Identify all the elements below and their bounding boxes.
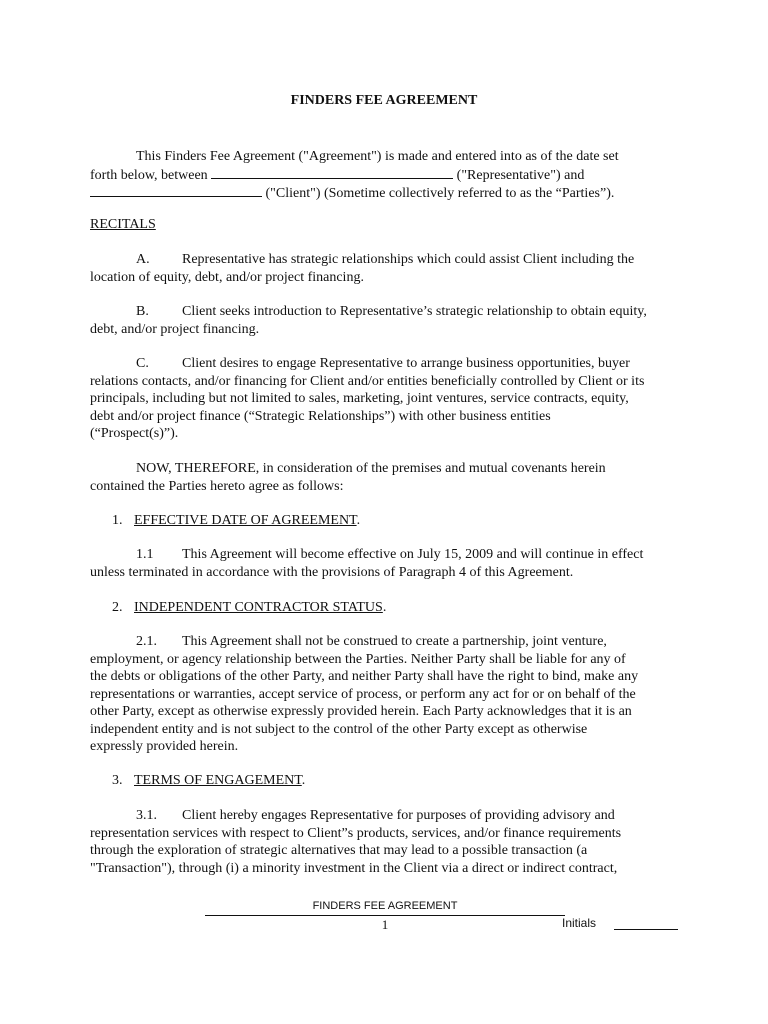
clause-text: representations or warranties, accept service of process, or perform any act for or on behalf of the [90,686,636,702]
section-3-heading: 3. TERMS OF ENGAGEMENT. [112,773,306,788]
document-title: FINDERS FEE AGREEMENT [290,93,478,108]
clause-text: This Agreement will become effective on July 15, 2009 and will continue in effect [182,547,644,562]
clause-text: Client hereby engages Representative for purposes of providing advisory and [182,808,615,823]
recital-letter: B. [136,304,149,319]
recital-letter: A. [136,252,150,267]
recital-text: Client desires to engage Representative to arrange business opportunities, buyer [182,356,630,371]
page-number: 1 [381,917,389,932]
intro-line-3: ("Client") (Sometime collectively referred to as the “Parties”). [265,186,615,201]
recital-text: (“Prospect(s)”). [90,426,179,441]
recitals-heading: RECITALS [90,217,156,232]
clause-text: representation services with respect to Client”s products, services, and/or finance requirements [90,825,622,841]
representative-name-blank[interactable] [211,166,453,179]
clause-text: employment, or agency relationship between the Parties. Neither Party shall be liable for any of [90,651,626,667]
clause-text: This Agreement shall not be construed to create a partnership, joint venture, [182,634,607,649]
intro-line-1: This Finders Fee Agreement ("Agreement") is made and entered into as of the date set [136,149,619,164]
recital-text: debt, and/or project financing. [90,321,260,337]
section-2-body [90,633,680,756]
client-name-blank[interactable] [90,184,262,197]
clause-number: 1.1 [136,547,154,562]
section-number: 1. [112,513,123,528]
section-title: TERMS OF ENGAGEMENT [134,773,302,788]
recital-letter: C. [136,356,149,371]
intro-line-2a: forth below, between [90,167,208,183]
initials-label: Initials [562,916,597,930]
intro-paragraph [90,148,680,203]
section-number: 3. [112,773,123,788]
recital-text: debt and/or project finance (“Strategic Relationships”) with other business entities [90,408,551,424]
recital-text: relations contacts, and/or financing for Client and/or entities beneficially controlled by Client or its [90,373,645,389]
recital-text: Client seeks introduction to Representative’s strategic relationship to obtain equity, [182,304,647,319]
recital-text: location of equity, debt, and/or project financing. [90,269,364,285]
section-3-body [90,807,680,877]
clause-text: expressly provided herein. [90,739,239,754]
therefore-line-2: contained the Parties hereto agree as follows: [90,478,344,494]
clause-text: through the exploration of strategic alternatives that may lead to a possible transaction (a [90,843,588,858]
clause-text: unless terminated in accordance with the provisions of Paragraph 4 of this Agreement. [90,564,574,580]
section-title: EFFECTIVE DATE OF AGREEMENT [134,513,357,528]
recital-b [90,303,680,338]
section-1-body [90,546,680,581]
section-title: INDEPENDENT CONTRACTOR STATUS [134,600,383,615]
section-1-heading: 1. EFFECTIVE DATE OF AGREEMENT. [112,513,361,528]
recital-a [90,251,680,286]
clause-number: 2.1. [136,634,157,649]
therefore-line-1: NOW, THEREFORE, in consideration of the premises and mutual covenants herein [136,461,606,476]
clause-number: 3.1. [136,808,157,823]
section-2-heading: 2. INDEPENDENT CONTRACTOR STATUS. [112,600,387,615]
recital-text: principals, including but not limited to sales, marketing, joint ventures, service contracts, equity, [90,391,629,406]
therefore-paragraph [90,460,680,495]
initials-field[interactable] [614,929,678,930]
clause-text: "Transaction"), through (i) a minority investment in the Client via a direct or indirect contract, [90,860,618,876]
clause-text: the debts or obligations of the other Party, and neither Party shall have the right to bind, make any [90,669,639,684]
recital-text: Representative has strategic relationships which could assist Client including the [182,252,635,267]
recital-c [90,355,680,443]
clause-text: other Party, except as otherwise expressly provided herein. Each Party acknowledges that it is an [90,704,632,719]
footer-title: FINDERS FEE AGREEMENT [312,900,458,912]
clause-text: independent entity and is not subject to the control of the other Party except as otherwise [90,721,588,737]
section-number: 2. [112,600,123,615]
intro-line-2b: ("Representative") and [456,167,585,183]
